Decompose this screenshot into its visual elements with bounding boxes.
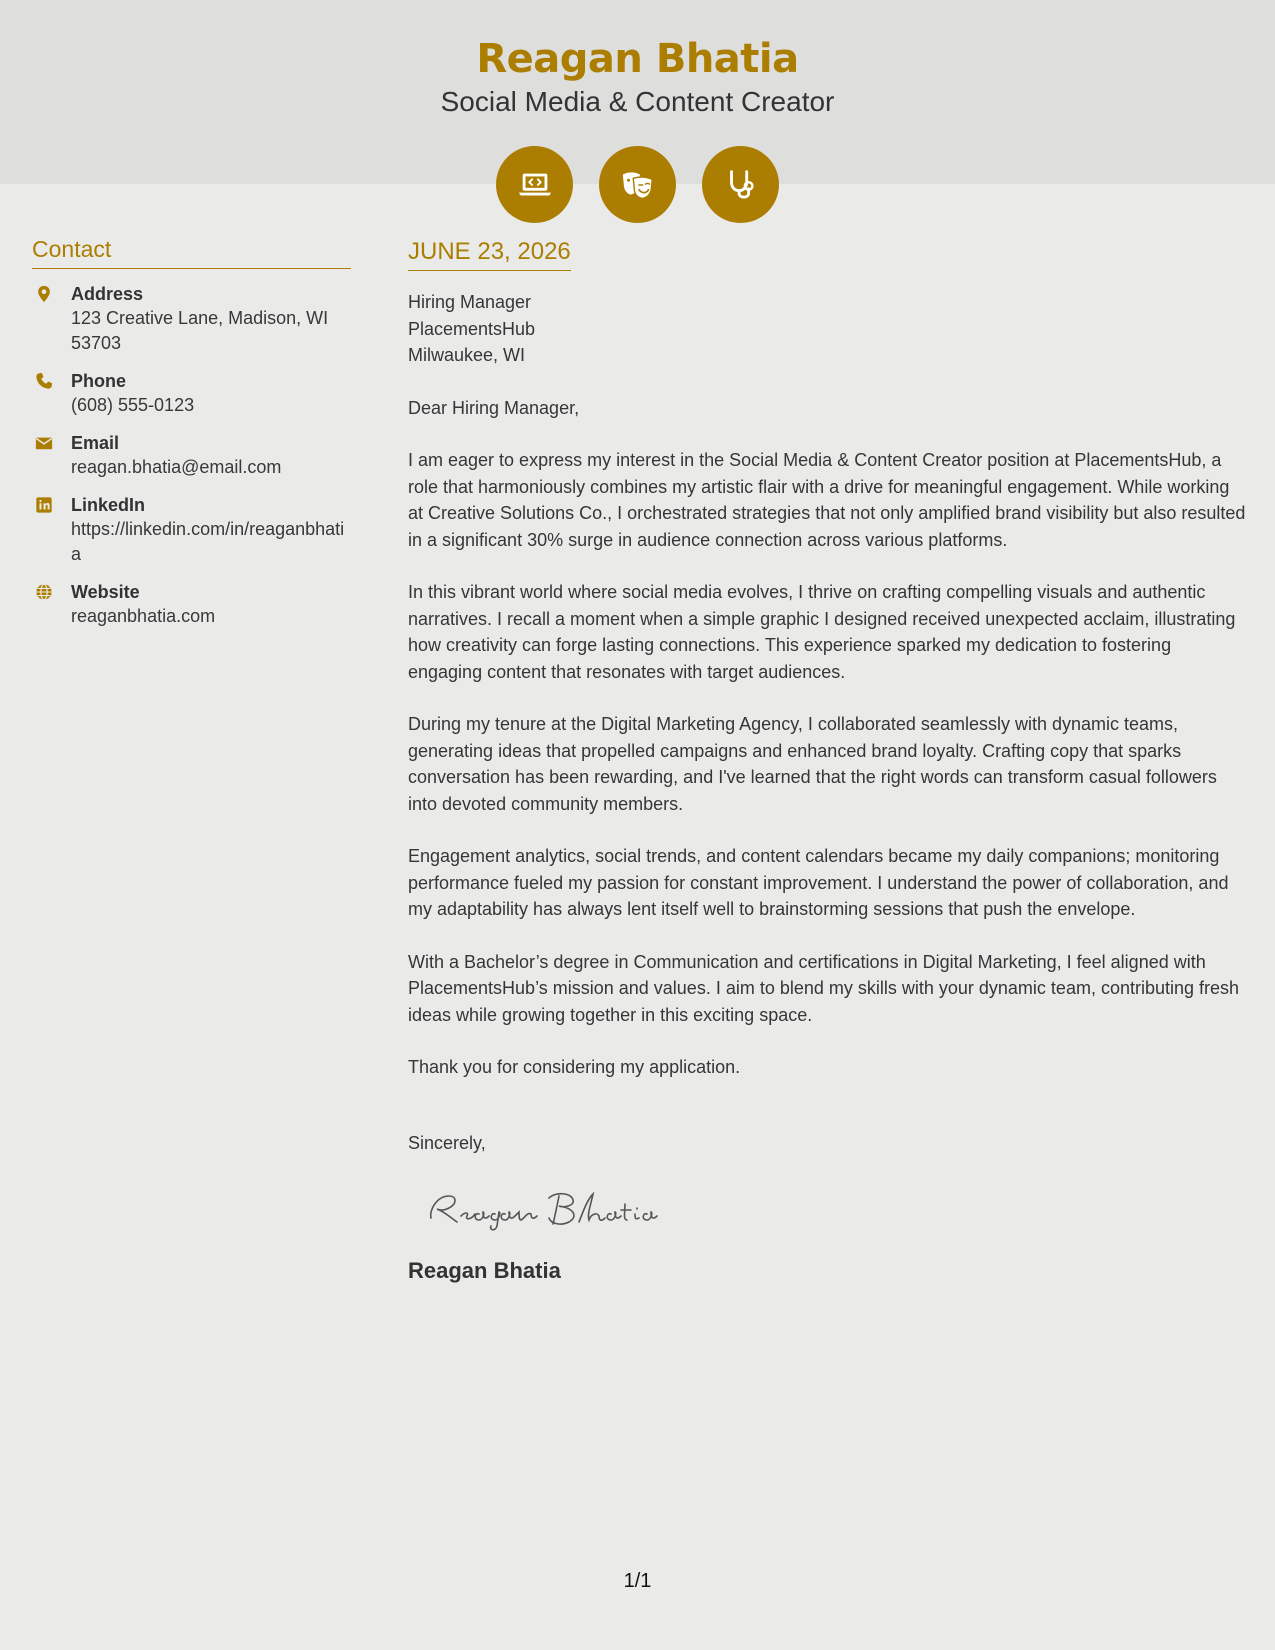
contact-phone bbox=[32, 369, 351, 418]
phone-icon bbox=[34, 371, 54, 391]
letter-date: JUNE 23, 2026 bbox=[408, 238, 571, 271]
phone-label: Phone bbox=[71, 371, 127, 391]
recipient-block bbox=[408, 289, 1248, 369]
page-number: 1/1 bbox=[623, 1570, 652, 1592]
laptop-code-icon bbox=[496, 146, 573, 223]
recipient-location: Milwaukee, WI bbox=[408, 345, 526, 365]
paragraph-4: Engagement analytics, social trends, and content calendars became my daily companions; monitoring performance fueled my passion for constant improvement. I understand the power of collaboration, and my adaptability has always lent itself well to brainstorming sessions that push the envelope. bbox=[408, 846, 1229, 919]
paragraph-6: Thank you for considering my application. bbox=[408, 1057, 741, 1077]
candidate-title: Social Media & Content Creator bbox=[440, 86, 835, 117]
linkedin-icon bbox=[34, 495, 54, 515]
linkedin-value[interactable]: https://linkedin.com/in/reaganbhatia bbox=[71, 519, 345, 564]
header-icons bbox=[496, 146, 779, 223]
contact-address bbox=[32, 282, 351, 356]
email-label: Email bbox=[71, 433, 120, 453]
candidate-name: Reagan Bhatia bbox=[476, 36, 799, 82]
stethoscope-icon bbox=[702, 146, 779, 223]
address-value: 123 Creative Lane, Madison, WI 53703 bbox=[71, 308, 329, 353]
recipient-company: PlacementsHub bbox=[408, 318, 536, 339]
contact-sidebar bbox=[32, 236, 351, 629]
handwritten-signature bbox=[423, 1182, 1248, 1232]
paragraph-2: In this vibrant world where social media evolves, I thrive on crafting compelling visuals and authentic narratives. I recall a moment when a simple graphic I designed received unexpected acclaim, illustrating how creativity can forge lasting connections. This experience sparked my dedication to fostering engaging content that resonates with target audiences. bbox=[408, 582, 1236, 682]
contact-linkedin bbox=[32, 493, 351, 567]
linkedin-label: LinkedIn bbox=[71, 495, 146, 515]
address-label: Address bbox=[71, 284, 144, 304]
contact-email bbox=[32, 431, 351, 480]
website-value[interactable]: reaganbhatia.com bbox=[71, 606, 216, 626]
contact-website bbox=[32, 580, 351, 629]
globe-icon bbox=[34, 582, 54, 602]
website-label: Website bbox=[71, 582, 140, 602]
closing: Sincerely, bbox=[408, 1132, 486, 1153]
recipient-name: Hiring Manager bbox=[408, 292, 532, 312]
contact-heading: Contact bbox=[32, 236, 351, 269]
location-pin-icon bbox=[34, 284, 54, 304]
letter-body bbox=[408, 238, 1248, 1284]
paragraph-1: I am eager to express my interest in the Social Media & Content Creator position at PlacementsHub, a role that harmoniously combines my artistic flair with a drive for meaningful engagement. While working at Creative Solutions Co., I orchestrated strategies that not only amplified brand visibility but also resulted in a significant 30% surge in audience connection across various platforms. bbox=[408, 450, 1246, 550]
envelope-icon bbox=[34, 433, 54, 453]
signer-name: Reagan Bhatia bbox=[408, 1257, 561, 1283]
paragraph-3: During my tenure at the Digital Marketing Agency, I collaborated seamlessly with dynamic teams, generating ideas that propelled campaigns and enhanced brand loyalty. Crafting copy that sparks conversation has been rewarding, and I've learned that the right words can transform casual followers into devoted community members. bbox=[408, 714, 1217, 814]
phone-value: (608) 555-0123 bbox=[71, 395, 195, 415]
salutation: Dear Hiring Manager, bbox=[408, 397, 580, 418]
theater-masks-icon bbox=[599, 146, 676, 223]
email-value: reagan.bhatia@email.com bbox=[71, 457, 282, 477]
paragraph-5: With a Bachelor’s degree in Communication and certifications in Digital Marketing, I feel aligned with PlacementsHub’s mission and values. I aim to blend my skills with your dynamic team, contributing fresh ideas while growing together in this exciting space. bbox=[408, 951, 1240, 1025]
